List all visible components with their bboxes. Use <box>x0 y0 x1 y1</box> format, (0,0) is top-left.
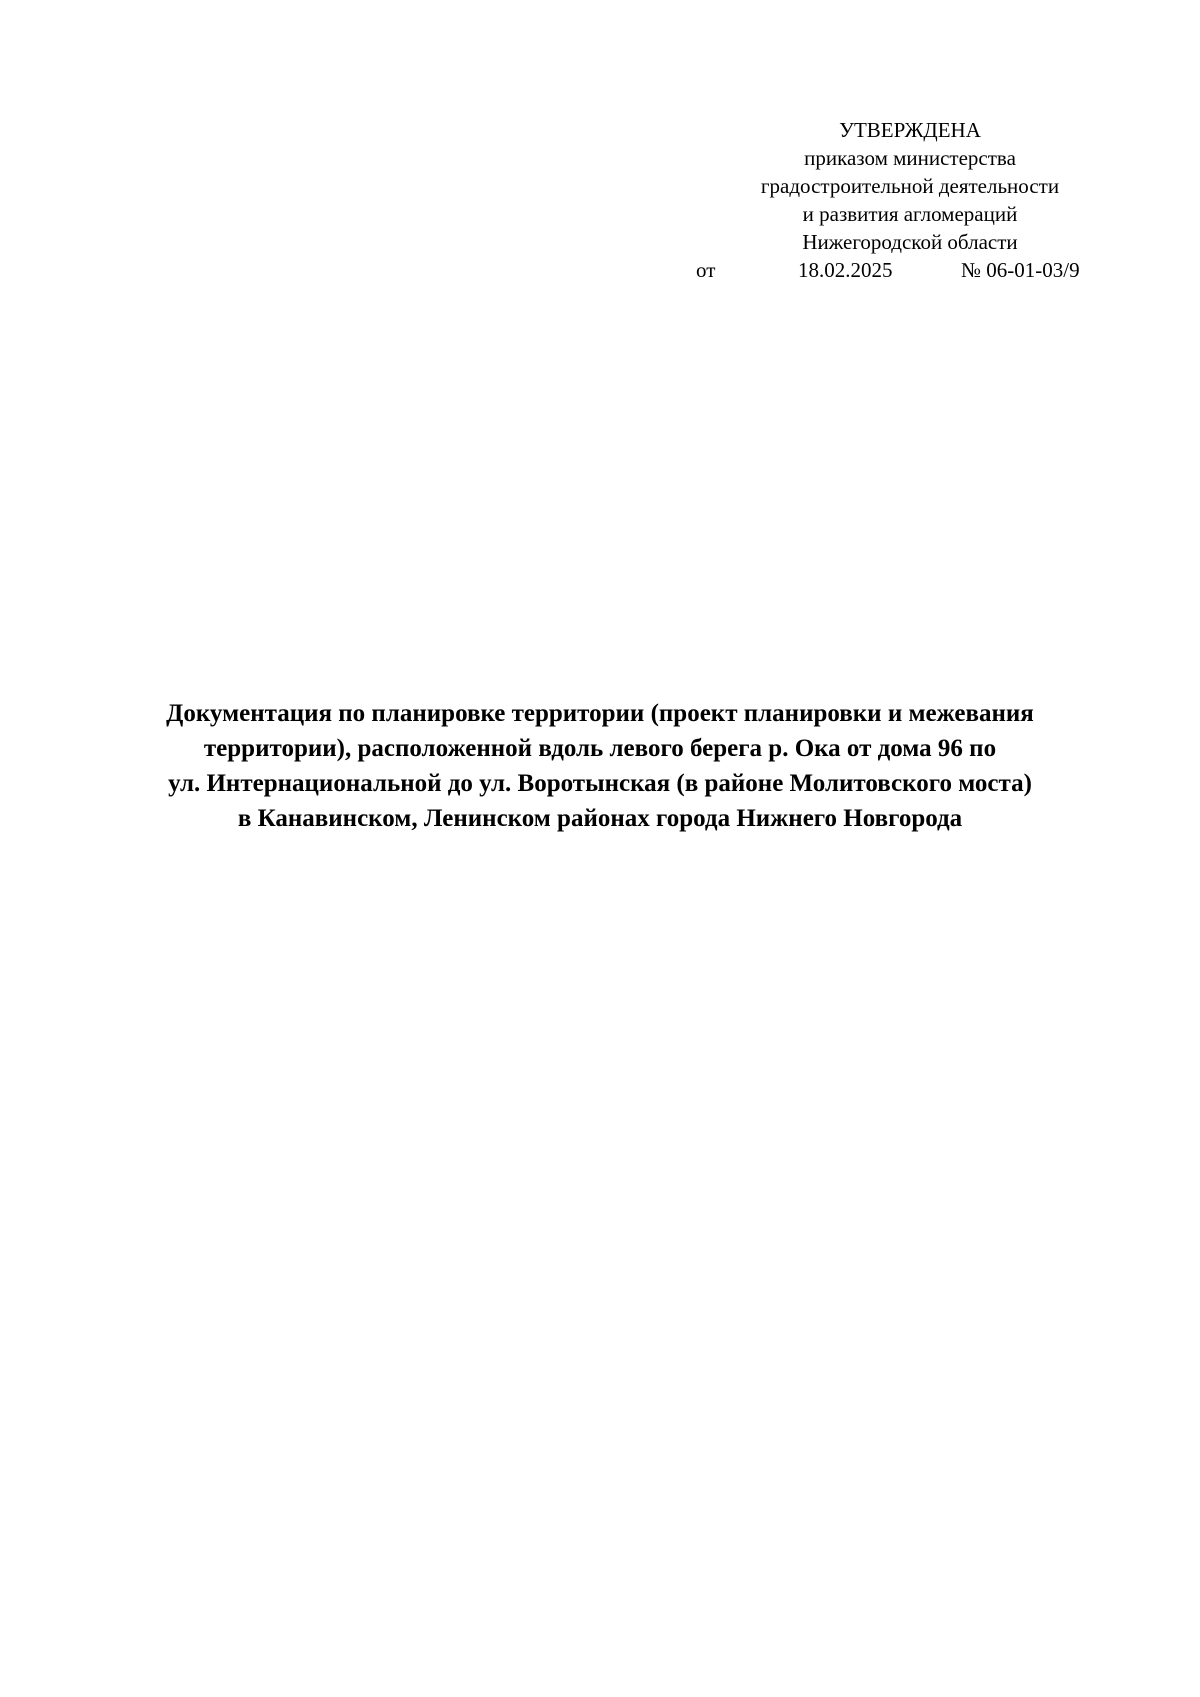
document-title-line: в Канавинском, Ленинском районах города Нижнего Новгорода <box>237 805 963 832</box>
approval-line: и развития агломераций <box>802 202 1018 226</box>
document-title-line: ул. Интернациональной до ул. Воротынская (в районе Молитовского моста) <box>168 770 1032 797</box>
document-title-line: территории), расположенной вдоль левого берега р. Ока от дома 96 по <box>203 735 997 762</box>
approval-heading: УТВЕРЖДЕНА <box>839 118 981 142</box>
order-number: № 06-01-03/9 <box>961 258 1080 282</box>
order-from-label: от <box>696 258 716 282</box>
document-title-line: Документация по планировке территории (проект планировки и межевания <box>166 700 1034 727</box>
approval-stamp-block <box>690 116 1130 256</box>
order-date: 18.02.2025 <box>798 258 893 282</box>
document-title <box>80 696 1120 836</box>
order-details-row <box>0 256 1200 286</box>
approval-line: приказом министерства <box>804 146 1016 170</box>
approval-line: Нижегородской области <box>802 230 1018 254</box>
approval-line: градостроительной деятельности <box>760 174 1060 198</box>
